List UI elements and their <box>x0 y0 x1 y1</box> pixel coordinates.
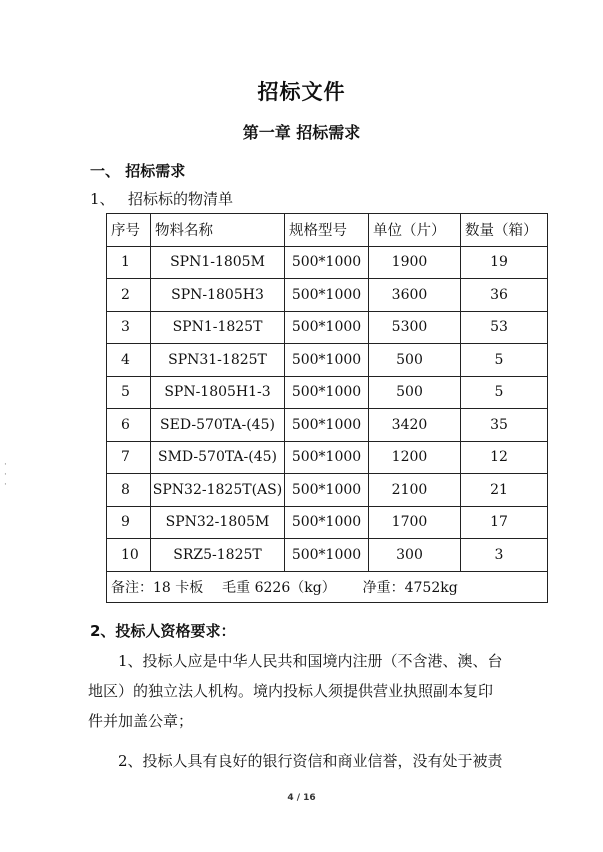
section-heading-qualifications: 2、投标人资格要求： <box>90 622 236 640</box>
table-note <box>107 571 548 602</box>
cell-unit: 500 <box>369 376 461 409</box>
cell-unit: 1200 <box>369 441 461 474</box>
paragraph-line: 2、投标人具有良好的银行资信和商业信誉，没有处于被责 <box>118 752 503 770</box>
subheading-number: 1、 <box>90 190 115 208</box>
cell-seq: 5 <box>107 376 151 409</box>
cell-spec: 500*1000 <box>285 246 369 279</box>
table-row <box>107 376 548 409</box>
paragraph-line: 地区）的独立法人机构。境内投标人须提供营业执照副本复印 <box>88 682 494 700</box>
cell-name: SPN1-1805M <box>151 246 285 279</box>
cell-seq: 8 <box>107 474 151 507</box>
cell-qty: 12 <box>461 441 548 474</box>
document-title: 招标文件 <box>257 80 346 104</box>
cell-name: SPN31-1825T <box>151 344 285 377</box>
subheading-text: 招标标的物清单 <box>128 190 234 208</box>
cell-qty: 21 <box>461 474 548 507</box>
cell-qty: 5 <box>461 376 548 409</box>
cell-qty: 5 <box>461 344 548 377</box>
cell-spec: 500*1000 <box>285 539 369 572</box>
cell-seq: 3 <box>107 311 151 344</box>
cell-qty: 3 <box>461 539 548 572</box>
cell-spec: 500*1000 <box>285 279 369 312</box>
table-row <box>107 409 548 442</box>
cell-spec: 500*1000 <box>285 376 369 409</box>
cell-seq: 10 <box>107 539 151 572</box>
qualification-item-2 <box>88 746 548 776</box>
cell-qty: 53 <box>461 311 548 344</box>
cell-name: SPN-1805H3 <box>151 279 285 312</box>
table-row <box>107 279 548 312</box>
cell-name: SPN1-1825T <box>151 311 285 344</box>
cell-spec: 500*1000 <box>285 474 369 507</box>
cell-qty: 19 <box>461 246 548 279</box>
chapter-title: 第一章 招标需求 <box>242 123 361 142</box>
cell-unit: 3420 <box>369 409 461 442</box>
cell-name: SPN32-1805M <box>151 506 285 539</box>
section-heading-requirements: 一、 招标需求 <box>90 162 186 180</box>
cell-qty: 35 <box>461 409 548 442</box>
note-net-weight: 净重：4752kg <box>362 579 458 596</box>
cell-spec: 500*1000 <box>285 344 369 377</box>
header-seq: 序号 <box>107 214 151 247</box>
header-spec: 规格型号 <box>285 214 369 247</box>
cell-spec: 500*1000 <box>285 506 369 539</box>
cell-name: SRZ5-1825T <box>151 539 285 572</box>
margin-mark: · · · <box>4 460 7 490</box>
table-row <box>107 311 548 344</box>
table-header-row <box>107 214 548 247</box>
paragraph-line: 件并加盖公章； <box>88 712 194 730</box>
qualification-item-1 <box>88 646 548 736</box>
cell-qty: 36 <box>461 279 548 312</box>
header-unit: 单位（片） <box>369 214 461 247</box>
table-row <box>107 539 548 572</box>
cell-unit: 5300 <box>369 311 461 344</box>
note-label: 备注：18 卡板 <box>111 579 204 596</box>
header-qty: 数量（箱） <box>461 214 548 247</box>
cell-unit: 300 <box>369 539 461 572</box>
cell-unit: 1700 <box>369 506 461 539</box>
table-note-row <box>107 571 548 602</box>
table-row <box>107 344 548 377</box>
cell-qty: 17 <box>461 506 548 539</box>
item-list-table <box>106 213 548 603</box>
subheading-item-list <box>90 188 233 209</box>
table-row <box>107 441 548 474</box>
cell-seq: 1 <box>107 246 151 279</box>
header-name: 物料名称 <box>151 214 285 247</box>
cell-name: SPN-1805H1-3 <box>151 376 285 409</box>
cell-spec: 500*1000 <box>285 441 369 474</box>
cell-unit: 2100 <box>369 474 461 507</box>
note-gross-weight: 毛重 6226（kg） <box>222 579 336 596</box>
cell-spec: 500*1000 <box>285 409 369 442</box>
cell-unit: 1900 <box>369 246 461 279</box>
page-number: 4 / 16 <box>287 793 316 803</box>
table-row <box>107 474 548 507</box>
cell-seq: 7 <box>107 441 151 474</box>
paragraph-line: 1、投标人应是中华人民共和国境内注册（不含港、澳、台 <box>118 652 503 670</box>
cell-seq: 9 <box>107 506 151 539</box>
cell-name: SMD-570TA-(45) <box>151 441 285 474</box>
cell-name: SED-570TA-(45) <box>151 409 285 442</box>
cell-name: SPN32-1825T(AS) <box>151 474 285 507</box>
table-row <box>107 246 548 279</box>
cell-seq: 6 <box>107 409 151 442</box>
table-row <box>107 506 548 539</box>
cell-unit: 500 <box>369 344 461 377</box>
cell-spec: 500*1000 <box>285 311 369 344</box>
cell-seq: 4 <box>107 344 151 377</box>
cell-seq: 2 <box>107 279 151 312</box>
cell-unit: 3600 <box>369 279 461 312</box>
